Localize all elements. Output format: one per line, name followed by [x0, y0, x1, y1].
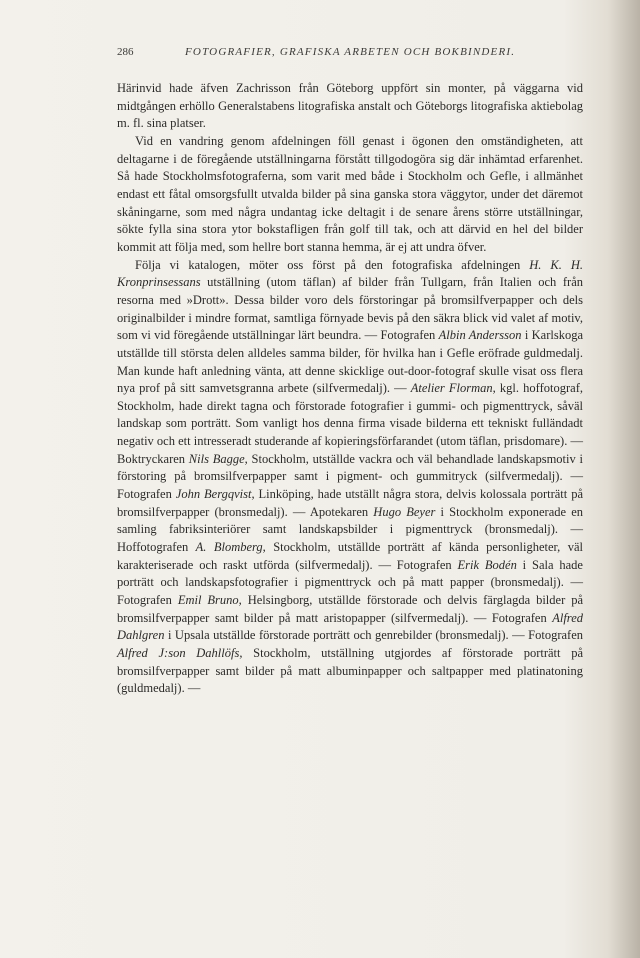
text-run: Stockholm, utställning utgjordes af förstorade porträtt på bromsilfverpapper samt bilder på matt albuminpapper och saltpapper med platinatoning (guldmedalj). — [117, 646, 583, 696]
text-run: i Sala hade porträtt och landskapsfotografier i pigmenttryck och på matt papper (bronsmedalj). — Fotografen [117, 557, 583, 608]
exhibitor-name: Alfred J:son Dahllöfs, [117, 646, 243, 660]
exhibitor-name: Atelier Florman, [410, 381, 496, 396]
paragraph: Vid en vandring genom afdelningen föll genast i ögonen den omständigheten, att deltagarne i de föregående utställningarna förstått tillgodogöra sig där inhämtad erfarenhet. Så hade Stockholmsfotograferna, som varit med både i Stockholm och Gefle, i allmänhet endast ett fåtal omsorgsfullt utvalda bilder på sina ganska stora väggytor, under det däremot skåningarne, som med några undantag icke deltagit i de senare årens större utställningar, sökte fylla sina stora ytor bokstafligen från golf till tak, och att därvid en hel del bilder kommit att följa med, som hellre bort stanna hemma, är ej att undra öfver. [117, 133, 583, 254]
exhibitor-name: Nils Bagge, [188, 451, 248, 466]
text-run: utställning (utom täflan) af bilder från Tullgarn, från Italien och från resorna med »Drott». Dessa bilder voro dels förstoringar på bromsilfverpapper och dels originalbilder i mindre format, samtliga förnyade bevis på den säkra blick vid valet af motiv, som vi vid föregående utställningar lärt beundra. — Fotografen [117, 275, 583, 343]
text-run: Stockholm, utställde porträtt af kända personligheter, väl karakteriserade och raskt utförda (silfvermedalj). — Fotografen [117, 540, 583, 572]
exhibitor-name: Erik Bodén [457, 557, 517, 572]
running-title: FOTOGRAFIER, GRAFISKA ARBETEN OCH BOKBINDERI. [185, 46, 516, 58]
text-run: i Stockholm exponerade en samling fabriksinteriörer samt landskapsbilder i pigmenttryck (bronsmedalj). — Hoffotografen [117, 504, 584, 555]
paragraph-catalogue [117, 257, 583, 698]
body-text [117, 80, 583, 698]
exhibitor-name: A. Blomberg, [195, 540, 266, 555]
paragraph: Härinvid hade äfven Zachrisson från Göteborg uppfört sin monter, på väggarna vid midtgången erhöllo Generalstabens litografiska anstalt och Göteborgs litografiska aktiebolag m. fl. sina platser. [117, 81, 583, 131]
text-run: Linköping, hade utställt några stora, delvis kolossala porträtt på bromsilfverpapper (bronsmedalj). — Apotekaren [117, 487, 583, 519]
exhibitor-name: H. K. H. Kronprinsessans [117, 257, 583, 290]
text-run: i Karlskoga utställde till största delen alldeles samma bilder, för hvilka han i Gefle eröfrade guldmedalj. Man kunde haft anledning vänta, att denne skicklige out-door-fotograf skulle visat oss flera nya prof på sitt samvetsgranna arbete (silfvermedalj). — [117, 328, 583, 396]
text-run: i Upsala utställde förstorade porträtt och genrebilder (bronsmedalj). — Fotografen [164, 628, 583, 643]
exhibitor-name: Alfred Dahlgren [117, 610, 583, 643]
exhibitor-name: Hugo Beyer [373, 504, 436, 519]
page-number: 286 [117, 46, 134, 58]
text-run: Helsingborg, utställde förstorade och delvis färglagda bilder på bromsilfverpapper samt bilder på matt aristopapper (silfvermedalj). — Fotografen [117, 593, 583, 625]
exhibitor-name: Emil Bruno, [177, 593, 242, 608]
exhibitor-name: John Bergqvist, [175, 487, 255, 502]
text-run: Stockholm, utställde vackra och väl behandlade landskapsmotiv i förstoring på bromsilfverpapper samt i pigment- och gummitryck (silfvermedalj). — Fotografen [117, 451, 583, 502]
page-header [117, 46, 582, 62]
text-run: Följa vi katalogen, möter oss först på den fotografiska afdelningen [135, 257, 530, 272]
exhibitor-name: Albin Andersson [438, 328, 522, 343]
text-run: kgl. hoffotograf, Stockholm, hade direkt tagna och förstorade fotografier i gummi- och pigmenttryck, såväl landskap som porträtt. Som vanligt hos denna firma visade bilderna ett tekniskt fulländadt negativ och ett intresseradt studerande af kopieringsförfarandet (utom täflan, prisdomare). — Boktryckaren [117, 381, 583, 466]
